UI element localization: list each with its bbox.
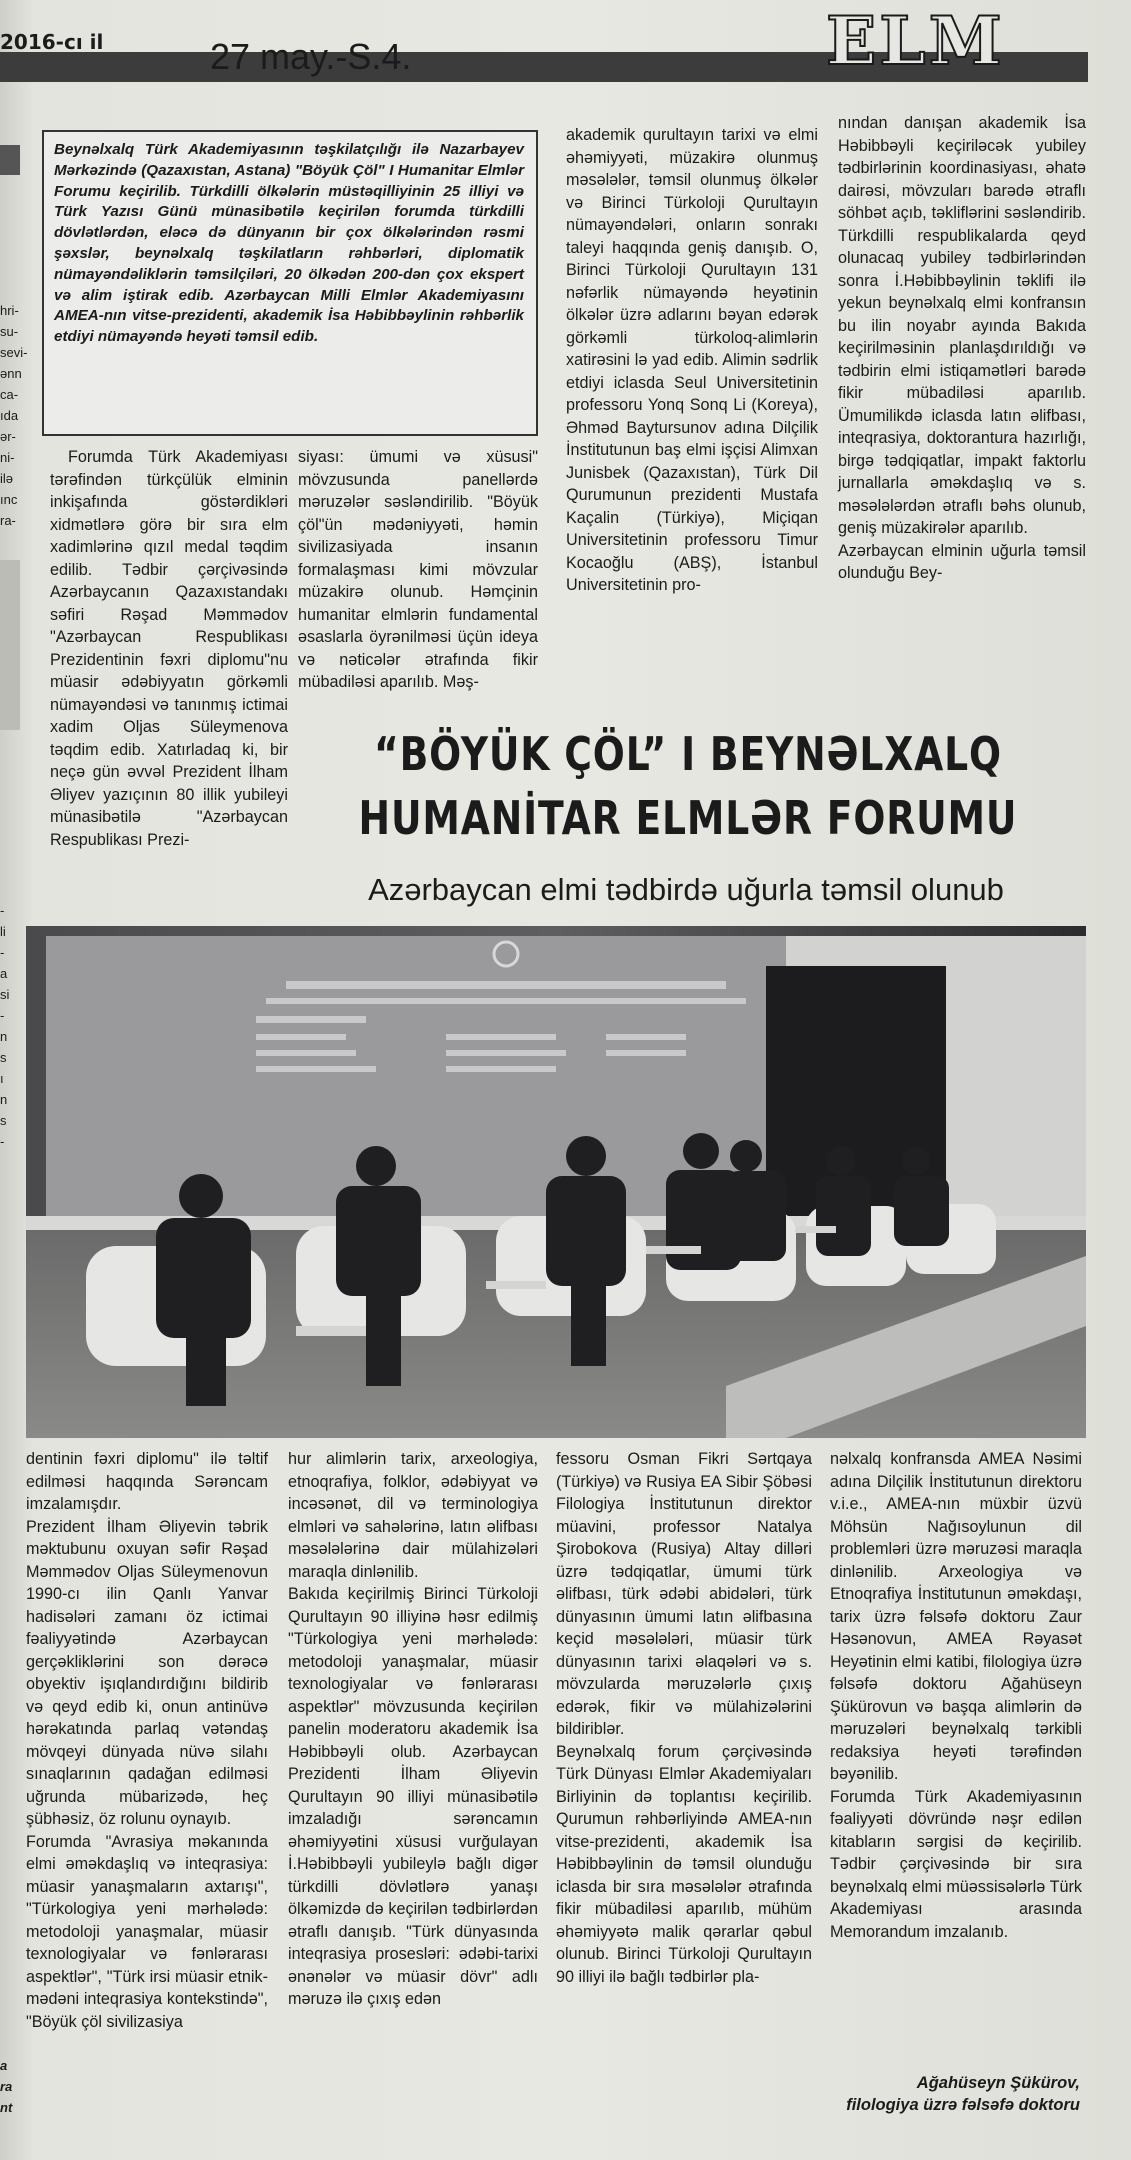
byline-title: filologiya üzrə fəlsəfə doktoru — [846, 2096, 1080, 2114]
lower-column-3: fessoru Osman Fikri Sərtqaya (Türkiyə) və Rusiya EA Sibir Şöbəsi Filologiya İnstitutunun direktor müavini, professor Natalya Şirobokova (Rusiya) Altay dilləri üzrə tədqiqatlar, ümumi türk əlifbası, türk ədəbi abidələri, türk dünyasının ümumi latın əlifbasına keçid məsələləri, müasir türk dünyasının tarixi əlaqələri və s. mövzularda məruzələrlə çıxış edərək, fikir və mülahizələrini bildiriblər. Beynəlxalq forum çərçivəsində Türk Dünyası Elmlər Akademiyaları Birliyinin də toplantısı keçirilib. Qurumun rəhbərliyində AMEA-nın vitse-prezidenti, akademik İsa Həbibbəylinin də təmsil olunduğu iclasda bir sıra məsələlər ətrafında fikir mübadiləsi aparılıb, mühüm əhəmiyyətə malik qərarlar qəbul olunub. Birinci Türkoloji Qurultayın 90 illiyi ilə bağlı tədbirlər pla- — [556, 1450, 812, 1986]
upper-column-1: Forumda Türk Akademiyası tərəfindən türkçülük elminin inkişafında göstərdikləri xidmətlərə görə bir sıra elm xadimlərinə qızıl medal təqdim edilib. Tədbir çərçivəsində Azərbaycanın Qazaxıstandakı səfiri Rəşad Məmmədov "Azərbaycan Respublikası Prezidentinin fəxri diplomu"nu müasir ədəbiyyatın görkəmli nümayəndəsi və tanınmış ictimai xadim Oljas Süleymenova təqdim edib. Xatırladaq ki, bir neçə gün əvvəl Prezident İlham Əliyev yazıçının 80 illik yubileyi münasibətilə "Azərbaycan Respublikası Prezi- — [50, 448, 288, 849]
edge-photo-fragment — [0, 560, 20, 730]
edge-spacer — [0, 1460, 20, 1980]
forum-panel-photo — [26, 926, 1086, 1438]
subheadline: Azərbaycan elmi tədbirdə uğurla təmsil olunub — [368, 872, 1004, 907]
edge-fragment-bottom: a ra nt — [0, 2058, 13, 2115]
issue-year: 2016-cı il — [0, 30, 104, 54]
lower-column-2: hur alimlərin tarix, arxeologiya, etnoqrafiya, folklor, ədəbiyyat və incəsənət, dil və terminologiya elmləri və sahələrinə, latın əlifbası məsələlərinə dair mülahizələri maraqla dinlənilib. Bakıda keçirilmiş Birinci Türkoloji Qurultayın 90 illiyinə həsr edilmiş "Türkologiya yeni mərhələdə: metodoloji yanaşmalar, müasir texnologiyalar və fənlərarası aspektlər" mövzusunda keçirilən panelin moderatoru akademik İsa Həbibbəyli olub. Azərbaycan Prezidenti İlham Əliyevin Qurultayın 90 illiyi münasibətilə imzaladığı sərəncamın əhəmiyyətini xüsusi vurğulayan İ.Həbibbəyli yubileylə bağlı digər türkdilli dövlətlərə yanaşı ölkəmizdə də keçirilən tədbirlərdən ətraflı danışıb. "Türk dünyasında inteqrasiya prosesləri: ədəbi-tarixi ənənələr və müasir dövr" adlı məruzə ilə çıxış edən — [288, 1450, 538, 2008]
lower-column-1: dentinin fəxri diplomu" ilə təltif edilməsi haqqında Sərəncam imzalamışdır. Prezident İlham Əliyevin təbrik məktubunu oxuyan səfir Rəşad Məmmədov Oljas Süleymenovun 1990-cı ilin Qanlı Yanvar hadisələri zamanı öz ictimai fəaliyyətində Azərbaycan gerçəkliklərini son dərəcə obyektiv işıqlandırdığını bildirib və qeyd edib ki, onun antinüvə hərəkatında parlaq vətəndaş mövqeyi dünyada nüvə silahı sınaqlarının qadağan edilməsi uğrunda mübarizədə, heç şübhəsiz, öz rolunu oynayıb. Forumda "Avrasiya məkanında elmi əməkdaşlıq və inteqrasiya: müasir yanaşmaların axtarışı", "Türkologiya yeni mərhələdə: metodoloji yanaşmalar, müasir texnologiyalar və fənlərarası aspektlər", "Türk irsi müasir etnik-mədəni inteqrasiya kontekstində", "Böyük çöl sivilizasiya — [26, 1450, 268, 2031]
edge-fragment-mid: - li - a si - n s ı n s - — [0, 903, 10, 1149]
byline — [830, 2072, 1080, 2116]
edge-fragment-top: hri- su- sevi- ənn ca- ıda ər- ni- ilə ınc ra- — [0, 303, 28, 528]
photo-illustration — [26, 926, 1086, 1438]
headline-line-2: HUMANİTAR ELMLƏR FORUMU — [358, 791, 1018, 845]
byline-name: Ağahüseyn Şükürov, — [916, 2074, 1080, 2092]
newspaper-title: ELM — [826, 2, 1005, 80]
lead-box — [42, 130, 538, 436]
headline-line-1: “BÖYÜK ÇÖL” I BEYNƏLXALQ — [374, 727, 1002, 781]
upper-column-3: akademik qurultayın tarixi və elmi əhəmiyyəti, müzakirə olunmuş məsələlər, təmsil olunmuş ölkələr və Birinci Türkoloji Qurultayın nümayəndələri, onların sonrakı taleyi haqqında geniş danışıb. O, Birinci Türkoloji Qurultayın 131 nəfərlik nümayəndə heyətinin ölkələr üzrə adlarını bəyan edərək görkəmli türkoloq-alimlərin xatirəsini lə yad edib. Alimin sədrlik etdiyi iclasda Seul Universitetinin professoru Yonq Sonq Li (Koreya), Əhməd Baytursunov adına Dilçilik İnstitutunun baş elmi işçisi Alimxan Junisbek (Qazaxıstan), Türk Dil Qurumunun prezidenti Mustafa Kaçalin (Türkiyə), Miçiqan Universitetinin professoru Timur Kocaoğlu (ABŞ), İstanbul Universitetinin pro- — [566, 126, 818, 594]
upper-column-4: nından danışan akademik İsa Həbibbəyli keçiriləcək yubiley tədbirlərinin koordinasiyası, əhatə dairəsi, mövzuları barədə ətraflı söhbət açıb, təkliflərini səsləndirib. Türkdilli respublikalarda qeyd olunacaq yubiley tədbirlərindən sonra İ.Həbibbəylinin təklifi ilə yekun beynəlxalq elmi konfransın bu ilin noyabr ayında Bakıda keçirilməsinin planlaşdırıldığı və tədbirin elmi istiqamətləri barədə fikir mübadiləsi aparılıb. Ümumilikdə iclasda latın əlifbası, inteqrasiya, doktorantura hazırlığı, birgə tədqiqatlar, impakt faktorlu jurnallarla əməkdaşlıq və s. məsələlərdən ətraflı bəhs olunub, geniş müzakirələr aparılıb. Azərbaycan elminin uğurla təmsil olunduğu Bey- — [838, 114, 1086, 582]
headline — [296, 722, 1080, 850]
edge-dark-block — [0, 145, 20, 175]
lead-paragraph: Beynəlxalq Türk Akademiyasının təşkilatçılığı ilə Nazarbayev Mərkəzində (Qazaxıstan, Astana) "Böyük Çöl" I Humanitar Elmlər Forumu keçirilib. Türkdilli ölkələrin müstəqilliyinin 25 illiyi və Türk Yazısı Günü münasibətilə keçirilən forumda türkdilli dövlətlərdən, eləcə də dünyanın bir çox ölkələrindən rəsmi şəxslər, beynəlxalq təşkilatların rəhbərləri, diplomatik nümayəndəliklərin təmsilçiləri, 20 ölkədən 200-dən çox ekspert və alim iştirak edib. Azərbaycan Milli Elmlər Akademiyasını AMEA-nın vitse-prezidenti, akademik İsa Həbibbəylinin rəhbərlik etdiyi nümayəndə heyəti təmsil edib. — [54, 141, 524, 346]
date-page-annotation: 27 may.-S.4. — [210, 36, 412, 77]
upper-column-2: siyası: ümumi və xüsusi" mövzusunda panellərdə məruzələr səsləndirilib. "Böyük çöl"ün mədəniyyəti, həmin sivilizasiyada insanın formalaşması kimi mövzular müzakirə olunub. Həmçinin humanitar elmlərin fundamental əsaslarla öyrənilməsi üçün ideya və nəticələr ətrafında fikir mübadiləsi aparılıb. Məş- — [298, 448, 538, 691]
lower-column-4: nəlxalq konfransda AMEA Nəsimi adına Dilçilik İnstitutunun direktoru v.i.e., AMEA-nın müxbir üzvü Möhsün Nağısoylunun dil problemləri üzrə məruzəsi maraqla dinlənilib. Arxeologiya və Etnoqrafiya İnstitutunun əməkdaşı, tarix üzrə fəlsəfə doktoru Zaur Həsənovun, AMEA Rəyasət Heyətinin elmi katibi, filologiya üzrə fəlsəfə doktoru Ağahüseyn Şükürovun və başqa alimlərin də məruzələri beynəlxalq tərkibli redaksiya heyəti tərəfindən bəyənilib. Forumda Türk Akademiyasının fəaliyyəti dövründə nəşr edilən kitabların sərgisi də keçirilib. Tədbir çərçivəsində bir sıra beynəlxalq elmi müəssisələrlə Türk Akademiyası arasında Memorandum imzalanıb. — [830, 1450, 1082, 1941]
